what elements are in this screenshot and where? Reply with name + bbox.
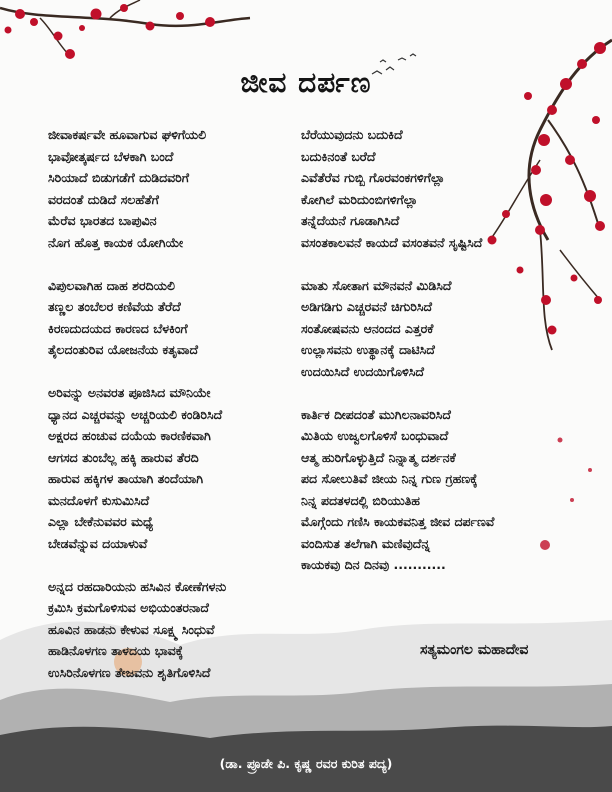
poem-line: ಕೋಗಿಲೆ ಮರಿದುಂಬಿಗಳಿಗೆಲ್ಲಾ	[301, 191, 418, 207]
poem-line: ಜೀವಾಕರ್ಷವೇ ಹೂವಾಗುವ ಘಳಿಗೆಯಲಿ	[48, 127, 207, 142]
right-column	[301, 124, 601, 576]
poem-line: ತೈಲದಂತುರಿವ ಯೋಜನೆಯ ಕತೃವಾದೆ	[48, 342, 199, 357]
poem-line: ಭಾವೋತ್ಕರ್ಷದ ಬೆಳಕಾಗಿ ಬಂದೆ	[48, 148, 174, 164]
top-left-blossom-branch	[0, 0, 250, 59]
stanza-gap	[301, 382, 601, 404]
poem-line: ಮಿತಿಯ ಉಜ್ವಲಗೊಳಿಸೆ ಬಂಧುವಾದೆ	[301, 428, 449, 443]
poem-line: ಕಾಯಕವು ದಿನ ದಿನವು ...........	[301, 557, 446, 572]
poem-line: ಅಕ್ಷರದ ಹಂಚುವ ದಯೆಯ ಕಾರಣಿಕವಾಗಿ	[48, 428, 211, 443]
poem-line: ಮೆರೆವ ಭಾರತದ ಬಾಪುವಿನ	[48, 213, 157, 228]
poem-line: ಕ್ರಮಿಸಿ ಕ್ರಮಗೊಳಿಸುವ ಅಭಿಯಂತರನಾದೆ	[48, 600, 209, 615]
poem-line: ತನ್ನೆದೆಯನೆ ಗೂಡಾಗಿಸಿದೆ	[301, 213, 400, 228]
poem-line: ಬೆರೆಯುವುದನು ಬದುಕಿದೆ	[301, 127, 403, 142]
poem-line: ಮಾತು ಸೋತಾಗ ಮೌನವನೆ ಮಿಡಿಸಿದೆ	[301, 277, 452, 293]
poem-line: ಕಿರಣದುದಯದ ಕಾರಣದ ಬೆಳಕಿಂಗೆ	[48, 320, 188, 336]
poem-line: ಉಲ್ಲಾಸವನು ಉತ್ಥಾನಕ್ಕೆ ದಾಟಿಸಿದೆ	[301, 342, 435, 357]
stanza-gap	[301, 253, 601, 275]
poem-line: ಉಸಿರಿನೊಳಗಣ ತೇಜವನು ಶೃತಿಗೊಳಿಸಿದೆ	[48, 664, 211, 680]
poem-line: ಅನ್ನದ ರಹದಾರಿಯನು ಹಸಿವಿನ ಕೋಣೆಗಳನು	[48, 578, 227, 594]
stanza-gap	[48, 554, 308, 576]
poem-line: ಆತ್ಮ ಹುರಿಗೊಳ್ಳುತ್ತಿದೆ ನಿನ್ನಾತ್ಮ ದರ್ಶನಕೆ	[301, 449, 456, 465]
poem-line: ಪದ ಸೋಲುತಿವೆ ಜೀಯ ನಿನ್ನ ಗುಣ ಗ್ರಹಣಕ್ಕೆ	[301, 471, 478, 486]
poem-line: ಮನದೊಳಗೆ ಕುಸುಮಿಸಿದೆ	[48, 492, 150, 508]
poem-line: ವರದಂತೆ ದುಡಿದೆ ಸಲಹೆತೆಗೆ	[48, 191, 159, 207]
poem-line: ಉದಯಿಸಿದೆ ಉದಯಿಗೊಳಿಸಿದೆ	[301, 363, 424, 379]
poem-line: ಹಾರುವ ಹಕ್ಕಿಗಳ ತಾಯಾಗಿ ತಂದೆಯಾಗಿ	[48, 471, 204, 486]
stanza-gap	[48, 253, 308, 275]
poem-line: ಎಲ್ಲಾ ಬೇಕೆನುವವರ ಮಧ್ಯೆ	[48, 514, 154, 529]
poem-line: ವಿಪುಲವಾಗಿಹ ದಾಹ ಶರದಿಯಲಿ	[48, 277, 176, 293]
poem-line: ಕಾರ್ತಿಕ ದೀಪದಂತೆ ಮುಗಿಲನಾವರಿಸಿದೆ	[301, 406, 451, 422]
poem-line: ನಿನ್ನ ಪದತಳದಲ್ಲಿ ಬಿರಿಯುತಿಹ	[301, 492, 420, 508]
poem-line: ಬೇಡವೆನ್ನುವ ದಯಾಳುವೆ	[48, 535, 148, 551]
poem-line: ಧ್ಯಾನದ ಎಚ್ಚರವನ್ನು ಅಚ್ಚರಿಯಲಿ ಕಂಡಿರಿಸಿದೆ	[48, 406, 223, 422]
poem-line: ಸಿರಿಯಾದೆ ಬಿಡುಗಡೆಗೆ ದುಡಿದವರಿಗೆ	[48, 170, 190, 185]
poem-line: ತಣ್ಣಲ ತಂಬೆಲರ ಕಣಿವೆಯ ತೆರೆದೆ	[48, 299, 181, 314]
poem-line: ಎವೆತೆರೆವ ಗುಬ್ಬಿ ಗೊರವಂಕಗಳಿಗೆಲ್ಲಾ	[301, 170, 445, 185]
poem-line: ಆಗಸದ ತುಂಬೆಲ್ಲ ಹಕ್ಕಿ ಹಾರುವ ತೆರದಿ	[48, 449, 199, 465]
poem-line: ಹೂವಿನ ಹಾಡನು ಕೇಳುವ ಸೂಕ್ಷ್ಮ ಸಿಂಧುವೆ	[48, 621, 215, 637]
poem-line: ಮೊಗ್ಗೆಂದು ಗಣಿಸಿ ಕಾಯಕವನಿತ್ತ ಜೀವ ದರ್ಪಣವೆ	[301, 514, 495, 529]
stanza-gap	[48, 361, 308, 383]
poem-line: ವಂದಿಸುತ ತಲೆಗಾಗಿ ಮಣಿವುದೆನ್ನ	[301, 535, 430, 551]
left-column	[48, 124, 308, 683]
poem-title: ಜೀವ ದರ್ಪಣ	[240, 66, 372, 99]
poem-line: ಅರಿವನ್ನು ಅನವರತ ಪೂಜಿಸಿದ ಮೌನಿಯೇ	[48, 385, 211, 400]
poem-line: ಅಡಿಗಡಿಗು ಎಚ್ಚರವನೆ ಚಿಗುರಿಸಿದೆ	[301, 299, 433, 314]
poem-line: ನೊಗ ಹೊತ್ತ ಕಾಯಕ ಯೋಗಿಯೇ	[48, 234, 184, 250]
author-name: ಸತ್ಯಮಂಗಲ ಮಹಾದೇವ	[420, 642, 529, 658]
poem-credit: (ಡಾ. ಪ್ರೂಡೇ ಪಿ. ಕೃಷ್ಣ ರವರ ಕುರಿತ ಪದ್ಯ)	[219, 756, 393, 771]
poem-line: ಹಾಡಿನೊಳಗಣ ತಾಳದಯ ಭಾವಕ್ಕೆ	[48, 643, 184, 658]
poem-line: ಸಂತೋಷವನು ಆನಂದದ ಎತ್ತರಕೆ	[301, 320, 434, 336]
poem-line: ವಸಂತಕಾಲವನೆ ಕಾಯದೆ ವಸಂತವನೆ ಸೃಷ್ಟಿಸಿದೆ	[301, 234, 483, 250]
poem-line: ಬದುಕಿನಂತೆ ಬರೆದೆ	[301, 148, 376, 164]
